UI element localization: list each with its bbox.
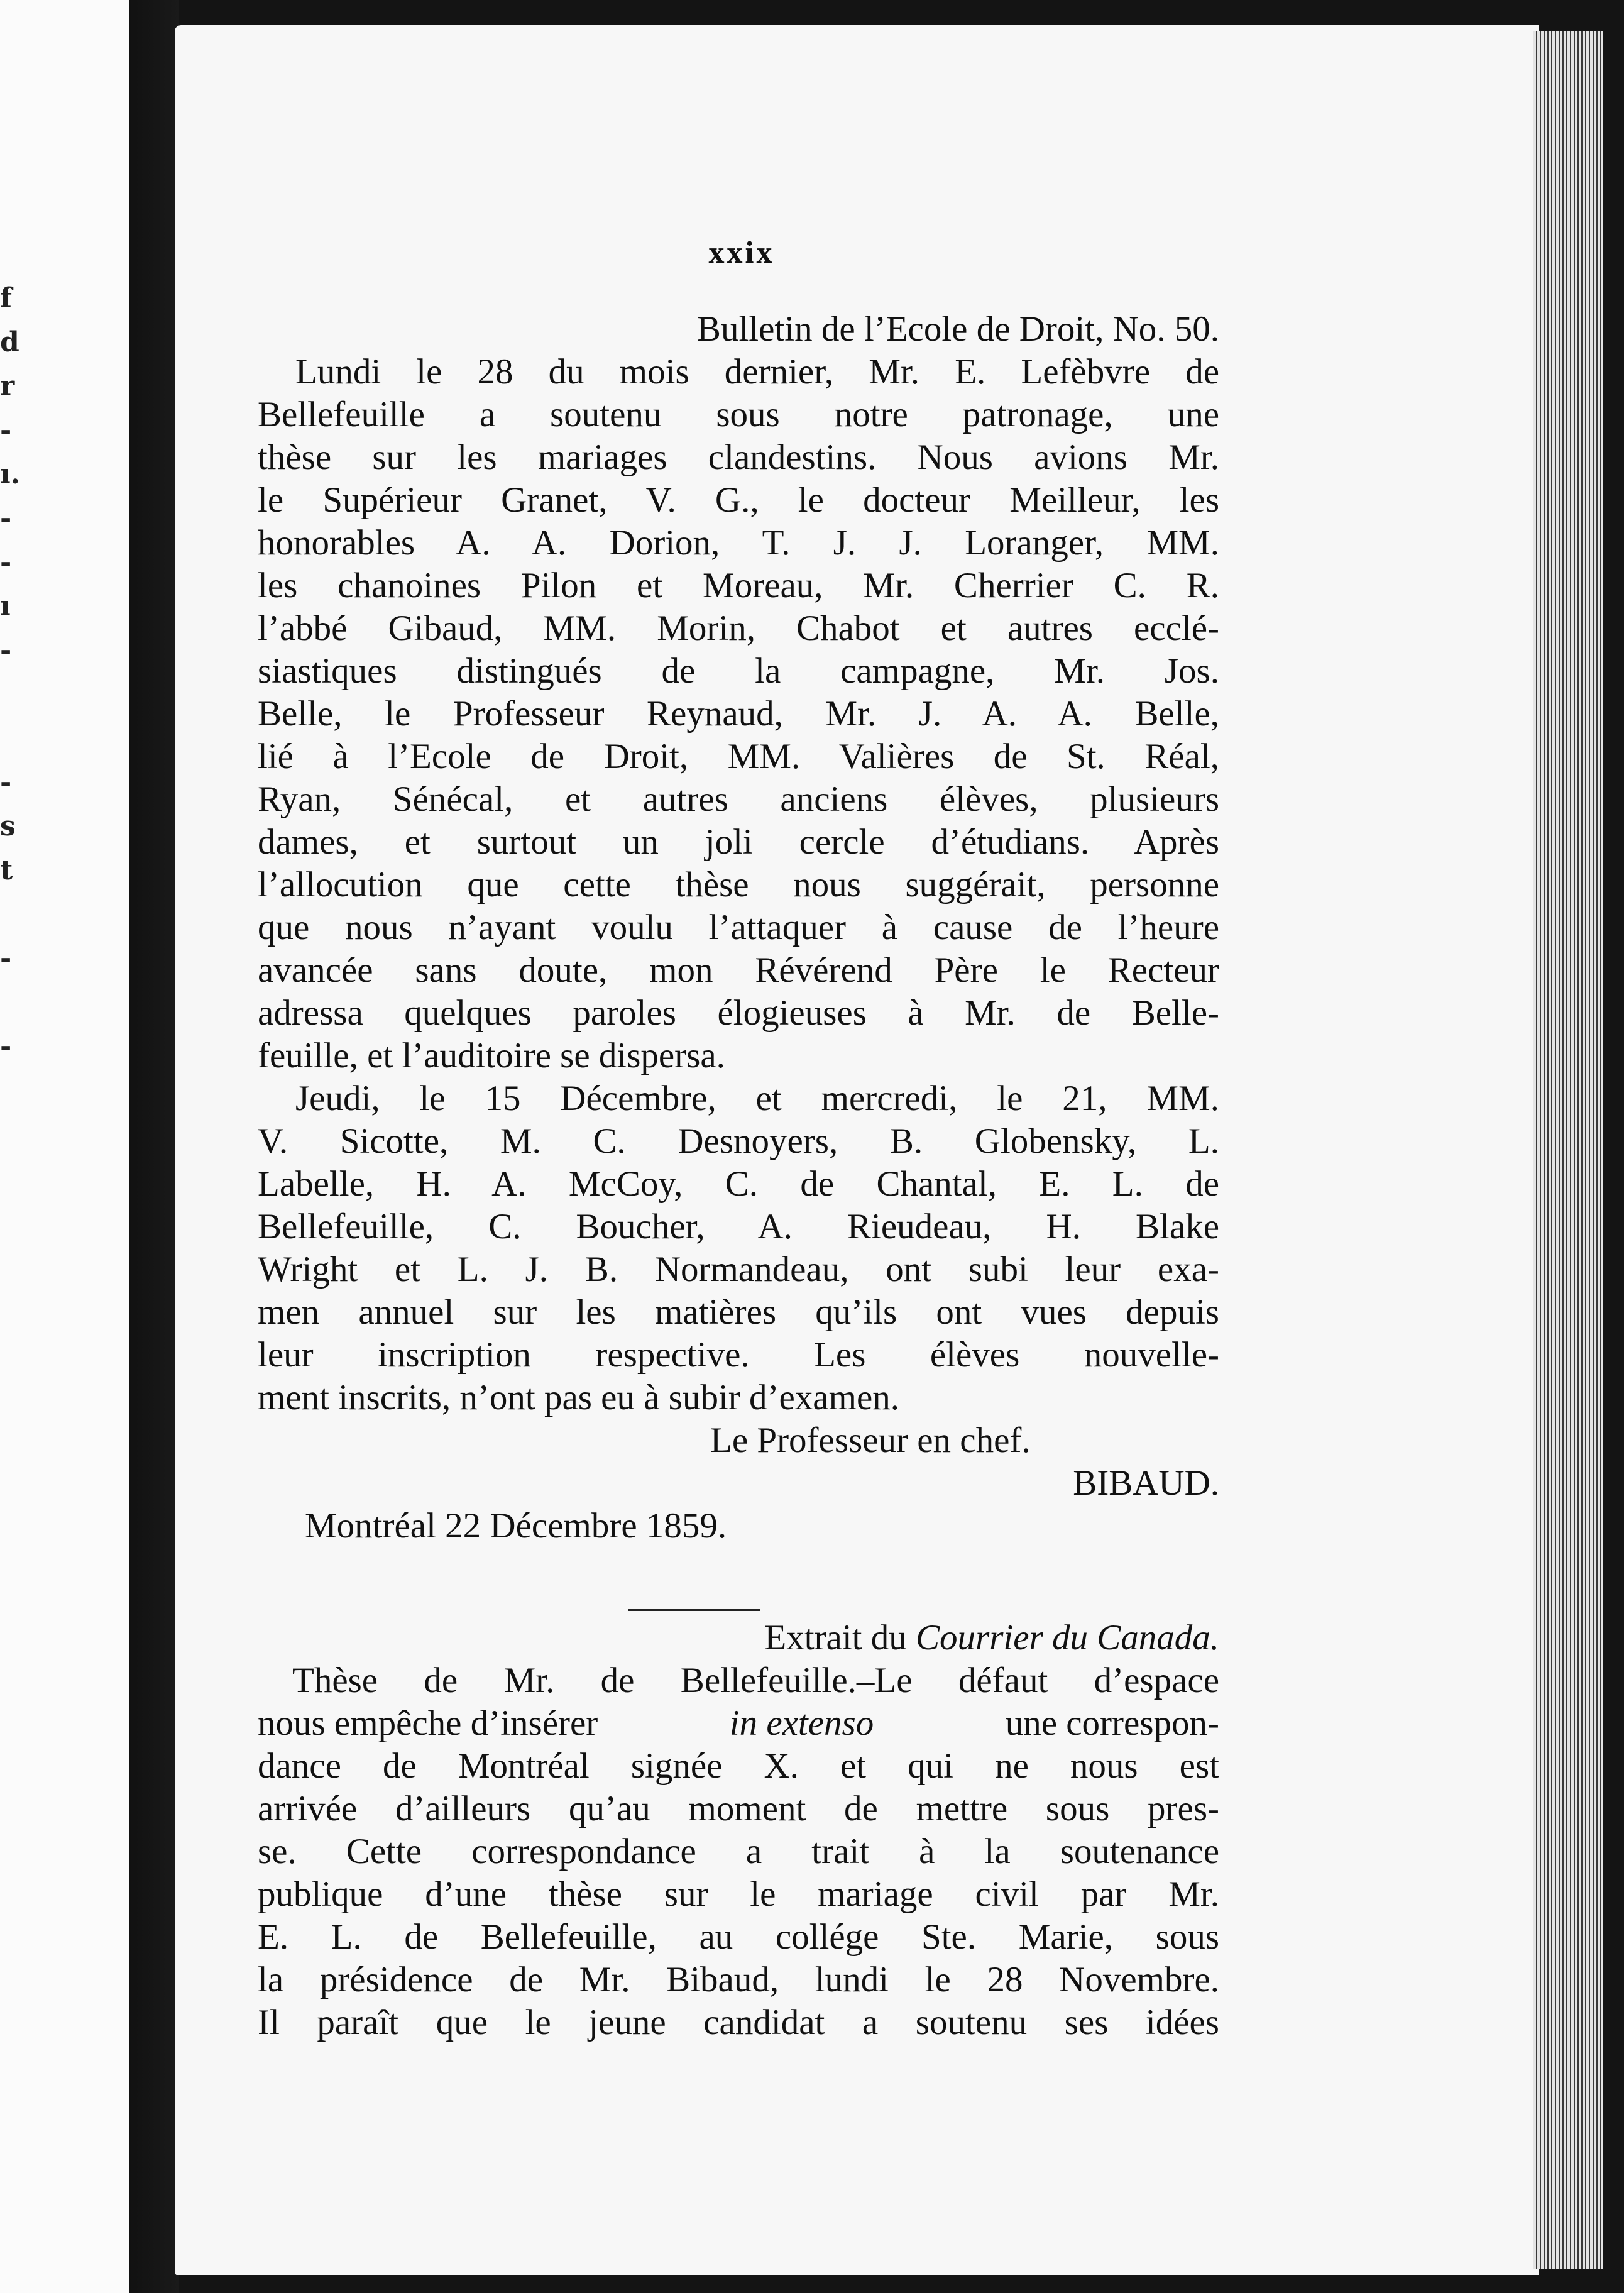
fragment xyxy=(0,673,38,717)
extract-heading-source: Courrier du Canada. xyxy=(916,1618,1219,1658)
extract-line xyxy=(258,1702,1219,1745)
page-edges xyxy=(1533,31,1603,2269)
para1-line: Bellefeuille a soutenu sous notre patronage, une xyxy=(258,395,1219,434)
para2-line: Jeudi, le 15 Décembre, et mercredi, le 21, MM. xyxy=(295,1079,1219,1118)
extract-line: se. Cette correspondance a trait à la soutenance xyxy=(258,1832,1219,1871)
extract-line: la présidence de Mr. Bibaud, lundi le 28 Novembre. xyxy=(258,1960,1219,1999)
para1-line: honorables A. A. Dorion, T. J. J. Loranger, MM. xyxy=(258,523,1219,563)
fragment xyxy=(0,981,38,1025)
fragment: s xyxy=(0,810,16,842)
para2-line: Labelle, H. A. McCoy, C. de Chantal, E. L. de xyxy=(258,1164,1219,1204)
extract-line: E. L. de Bellefeuille, au collége Ste. Marie, sous xyxy=(258,1917,1219,1957)
extract-heading xyxy=(258,1617,1219,1659)
para1-line: dames, et surtout un joli cercle d’étudians. Après xyxy=(258,822,1219,862)
para1-line: Belle, le Professeur Reynaud, Mr. J. A. A. Belle, xyxy=(258,694,1219,734)
para1-line: lié à l’Ecole de Droit, MM. Valières de St. Réal, xyxy=(258,737,1219,776)
fragment: - xyxy=(0,634,12,666)
section-divider xyxy=(628,1609,760,1611)
para1-line: l’allocution que cette thèse nous suggérait, personne xyxy=(258,865,1219,905)
fragment: - xyxy=(0,502,12,534)
extract-line: Thèse de Mr. de Bellefeuille.–Le défaut d’espace xyxy=(292,1661,1219,1700)
extract-line-part: nous empêche d’insérer xyxy=(258,1703,598,1743)
fragment: ı. xyxy=(0,458,21,490)
book-gutter xyxy=(129,0,179,2293)
para1-line: Lundi le 28 du mois dernier, Mr. E. Lefèbvre de xyxy=(295,352,1219,392)
para1-line: thèse sur les mariages clandestins. Nous avions Mr. xyxy=(258,437,1219,477)
para2-line: men annuel sur les matières qu’ils ont vues depuis xyxy=(258,1292,1219,1332)
fragment: - xyxy=(0,942,12,974)
extract-line: Il paraît que le jeune candidat a soutenu ses idées xyxy=(258,2003,1219,2042)
extract-line: publique d’une thèse sur le mariage civil par Mr. xyxy=(258,1874,1219,1914)
para2-line: V. Sicotte, M. C. Desnoyers, B. Globensky, L. xyxy=(258,1121,1219,1161)
para1-line: le Supérieur Granet, V. G., le docteur Meilleur, les xyxy=(258,480,1219,520)
para1-line: avancée sans doute, mon Révérend Père le Recteur xyxy=(258,950,1219,990)
signature-role: Le Professeur en chef. xyxy=(710,1421,1031,1460)
fragment: - xyxy=(0,414,12,446)
para1-line: adressa quelques paroles élogieuses à Mr. de Belle- xyxy=(258,993,1219,1033)
left-facing-page xyxy=(0,0,129,2293)
para2-line: Wright et L. J. B. Normandeau, ont subi leur exa- xyxy=(258,1250,1219,1289)
fragment: f xyxy=(0,282,12,314)
fragment: - xyxy=(0,1030,12,1062)
para1-line: siastiques distingués de la campagne, Mr. Jos. xyxy=(258,651,1219,691)
extract-line: dance de Montréal signée X. et qui ne nous est xyxy=(258,1746,1219,1786)
fragment: - xyxy=(0,546,12,578)
extract-heading-prefix: Extrait du xyxy=(764,1618,916,1658)
para1-line: Ryan, Sénécal, et autres anciens élèves, plusieurs xyxy=(258,779,1219,819)
fragment: t xyxy=(0,854,13,886)
fragment xyxy=(0,717,38,761)
fragment: d xyxy=(0,326,19,358)
fragment: ı xyxy=(0,590,11,622)
dateline: Montréal 22 Décembre 1859. xyxy=(305,1506,727,1546)
bulletin-title: Bulletin de l’Ecole de Droit, No. 50. xyxy=(696,309,1219,349)
para1-line: feuille, et l’auditoire se dispersa. xyxy=(258,1036,725,1075)
fragment: - xyxy=(0,766,12,798)
para1-line: l’abbé Gibaud, MM. Morin, Chabot et autres ecclé- xyxy=(258,608,1219,648)
fragment: r xyxy=(0,370,15,402)
para2-line: leur inscription respective. Les élèves nouvelle- xyxy=(258,1335,1219,1375)
extract-line-italic: in extenso xyxy=(729,1703,874,1743)
para2-line: Bellefeuille, C. Boucher, A. Rieudeau, H. Blake xyxy=(258,1207,1219,1246)
extract-line: arrivée d’ailleurs qu’au moment de mettre sous pres- xyxy=(258,1789,1219,1828)
para2-line: ment inscrits, n’ont pas eu à subir d’examen. xyxy=(258,1378,899,1417)
para1-line: les chanoines Pilon et Moreau, Mr. Cherrier C. R. xyxy=(258,566,1219,605)
fragment xyxy=(0,893,38,937)
page-number-roman: xxix xyxy=(708,234,775,270)
left-page-text-fragments xyxy=(0,277,38,1069)
extract-line-part: une correspon- xyxy=(1005,1703,1219,1743)
para1-line: que nous n’ayant voulu l’attaquer à cause de l’heure xyxy=(258,908,1219,947)
signature-name: BIBAUD. xyxy=(1073,1463,1219,1503)
